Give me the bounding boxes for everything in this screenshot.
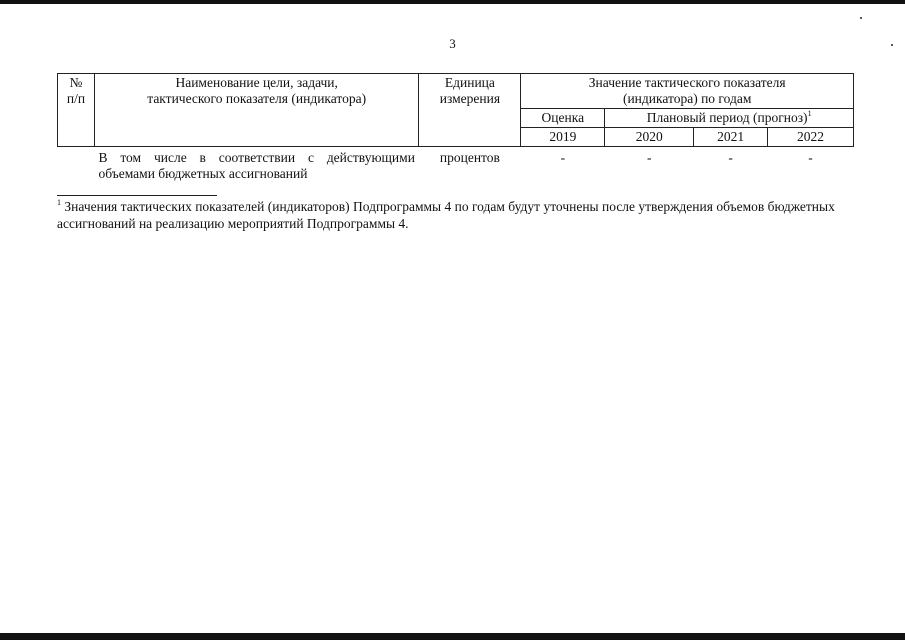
- header-number: [58, 74, 95, 147]
- header-unit-line2: измерения: [439, 91, 501, 106]
- header-values-line1: Значение тактического показателя: [588, 75, 786, 90]
- footnote-reference: 1: [807, 109, 812, 118]
- footnote-separator: [57, 195, 217, 196]
- header-number-line1: №: [69, 75, 83, 90]
- footnote: [57, 198, 847, 232]
- header-planned: [605, 109, 854, 128]
- footnote-mark: 1: [57, 198, 61, 207]
- header-unit: [419, 74, 521, 147]
- row-name: В том числе в соответствии с действующими объемами бюджетных ассигнований: [98, 150, 415, 181]
- row-unit: процентов: [439, 150, 500, 165]
- header-year-2021: 2021: [694, 128, 768, 147]
- row-value-2022: -: [808, 150, 813, 165]
- header-name-line1: Наименование цели, задачи,: [175, 75, 338, 90]
- footnote-text: Значения тактических показателей (индикаторов) Подпрограммы 4 по годам будут уточнены после утверждения объемов бюджетных ассигнований на реализацию мероприятий Подпрограммы 4.: [57, 199, 835, 231]
- header-name: [94, 74, 418, 147]
- scan-border-bottom: [0, 633, 905, 640]
- table-header-row: [58, 74, 854, 109]
- row-value-2021: -: [728, 150, 733, 165]
- header-estimate: Оценка: [521, 109, 605, 128]
- row-value-2019: -: [560, 150, 566, 165]
- scan-speck: [860, 17, 862, 19]
- header-unit-line1: Единица: [444, 75, 495, 90]
- header-values-line2: (индикатора) по годам: [622, 91, 752, 106]
- header-year-2022: 2022: [768, 128, 854, 147]
- row-value-2020: -: [646, 150, 652, 165]
- scan-border-top: [0, 0, 905, 4]
- indicator-table: [57, 73, 854, 183]
- row-number: [58, 147, 95, 184]
- table-row: [58, 147, 854, 184]
- header-year-2020: 2020: [605, 128, 694, 147]
- header-planned-label: Плановый период (прогноз): [646, 110, 808, 125]
- header-values: [521, 74, 854, 109]
- header-name-line2: тактического показателя (индикатора): [147, 91, 367, 106]
- page-number: 3: [449, 36, 456, 51]
- header-year-2019: 2019: [521, 128, 605, 147]
- header-number-line2: п/п: [66, 91, 86, 106]
